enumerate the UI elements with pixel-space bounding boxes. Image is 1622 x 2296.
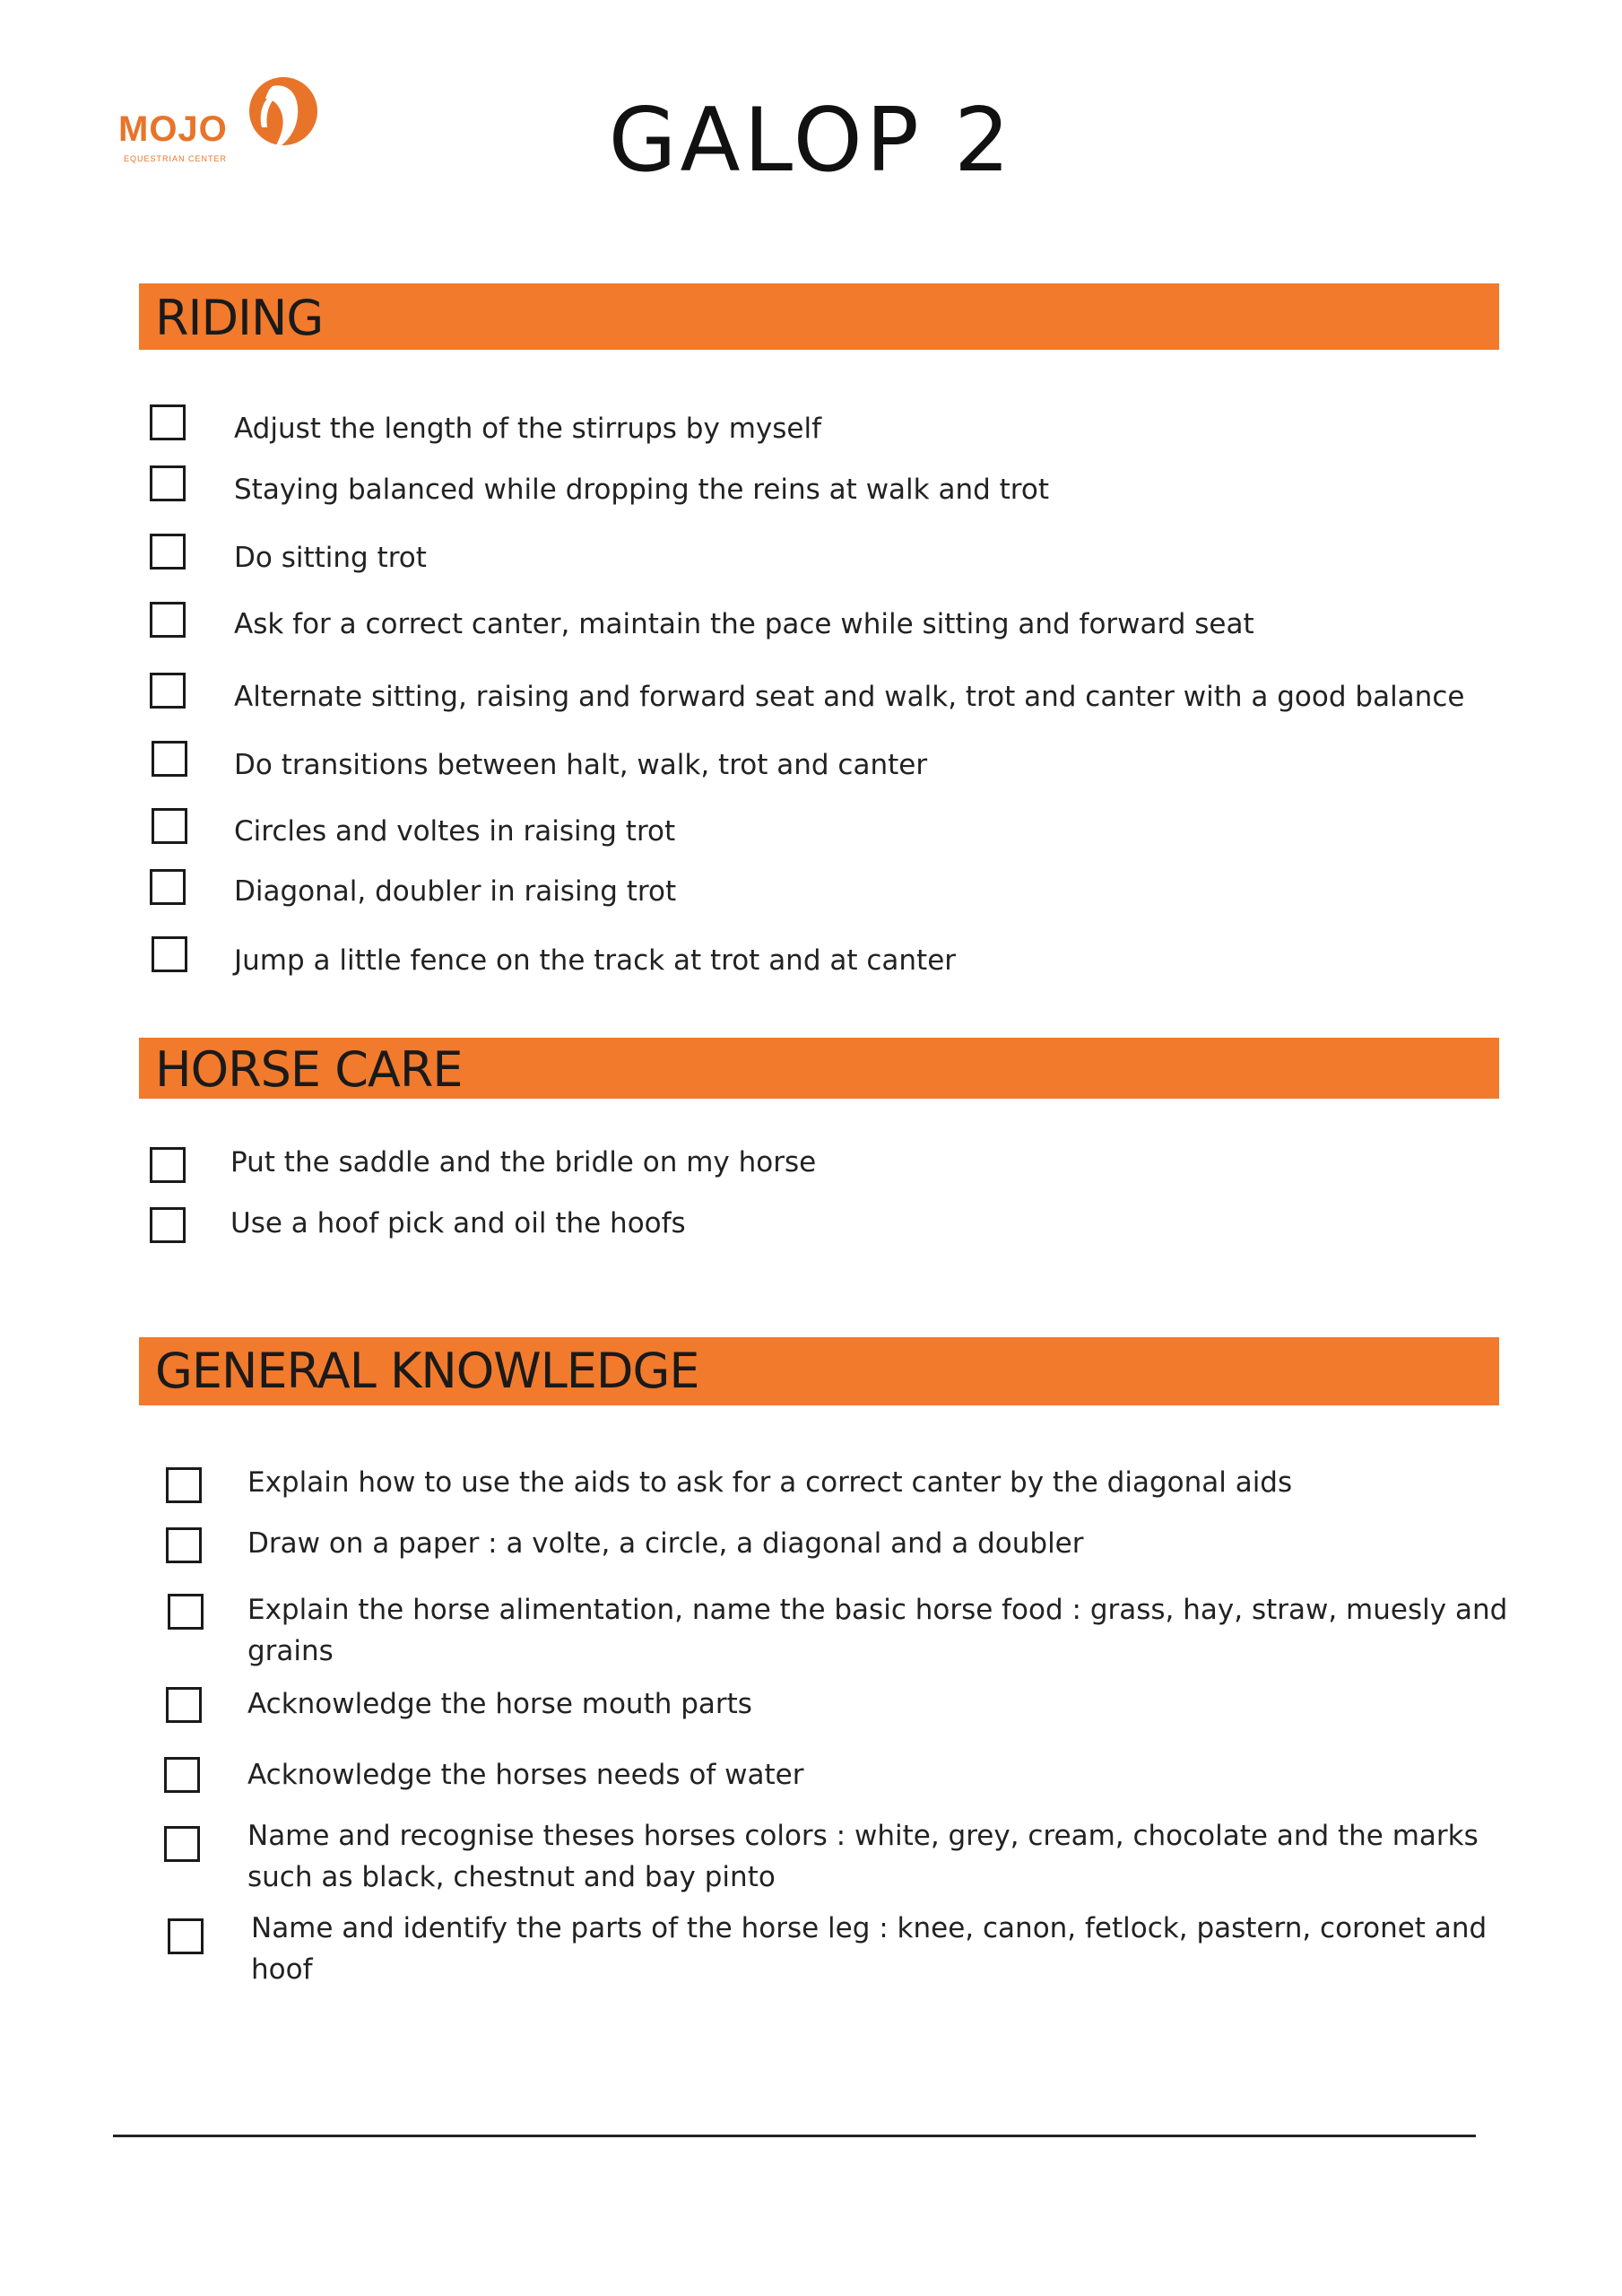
checkbox[interactable] xyxy=(166,1687,202,1723)
item-label: Staying balanced while dropping the reins at walk and trot xyxy=(234,474,1049,506)
checkbox[interactable] xyxy=(150,465,186,501)
section-heading-riding xyxy=(139,283,1499,350)
checkbox[interactable] xyxy=(150,602,186,638)
checkbox[interactable] xyxy=(150,869,186,905)
checkbox[interactable] xyxy=(150,1147,186,1183)
checkbox[interactable] xyxy=(152,936,187,972)
item-label: Do transitions between halt, walk, trot and canter xyxy=(234,749,928,781)
item-label: Do sitting trot xyxy=(234,542,427,574)
item-label: Acknowledge the horse mouth parts xyxy=(247,1688,752,1720)
item-label: Name and identify the parts of the horse leg : knee, canon, fetlock, pastern, coronet and hoof xyxy=(251,1912,1488,1986)
item-label: Draw on a paper : a volte, a circle, a diagonal and a doubler xyxy=(247,1527,1084,1560)
checkbox[interactable] xyxy=(166,1527,202,1563)
checkbox[interactable] xyxy=(150,673,186,709)
checkbox[interactable] xyxy=(150,1207,186,1243)
item-label: Jump a little fence on the track at trot and at canter xyxy=(234,944,957,977)
item-label: Diagonal, doubler in raising trot xyxy=(234,875,677,908)
page-title: GALOP 2 xyxy=(608,90,1014,192)
item-label: Use a hoof pick and oil the hoofs xyxy=(230,1207,686,1239)
item-label: Explain how to use the aids to ask for a correct canter by the diagonal aids xyxy=(247,1466,1293,1499)
checkbox[interactable] xyxy=(152,808,187,844)
item-label: Put the saddle and the bridle on my horse xyxy=(230,1146,817,1178)
logo-name: MOJO xyxy=(118,109,228,149)
checkbox[interactable] xyxy=(166,1467,202,1503)
item-label: Explain the horse alimentation, name the basic horse food : grass, hay, straw, muesly and grains xyxy=(247,1594,1508,1667)
checkbox[interactable] xyxy=(164,1826,200,1862)
section-heading-horse-care xyxy=(139,1038,1499,1099)
item-label: Acknowledge the horses needs of water xyxy=(247,1759,804,1791)
item-label: Alternate sitting, raising and forward seat and walk, trot and canter with a good balance xyxy=(234,681,1465,713)
item-label: Ask for a correct canter, maintain the pace while sitting and forward seat xyxy=(234,608,1254,640)
section-title: HORSE CARE xyxy=(155,1041,463,1098)
checkbox[interactable] xyxy=(164,1757,200,1793)
section-title: RIDING xyxy=(155,290,324,346)
section-title: GENERAL KNOWLEDGE xyxy=(155,1343,699,1399)
signature-line xyxy=(113,2135,1476,2137)
item-label: Name and recognise theses horses colors : white, grey, cream, chocolate and the marks such as black, chestnut and bay pinto xyxy=(247,1820,1479,1893)
checkbox[interactable] xyxy=(168,1594,204,1630)
item-label: Adjust the length of the stirrups by myself xyxy=(234,413,821,445)
section-heading-general-knowledge xyxy=(139,1337,1499,1405)
checkbox[interactable] xyxy=(150,534,186,570)
logo-subtitle: EQUESTRIAN CENTER xyxy=(124,154,228,163)
checkbox[interactable] xyxy=(152,741,187,777)
item-label: Circles and voltes in raising trot xyxy=(234,815,676,848)
checkbox[interactable] xyxy=(168,1918,204,1954)
checkbox[interactable] xyxy=(150,404,186,440)
